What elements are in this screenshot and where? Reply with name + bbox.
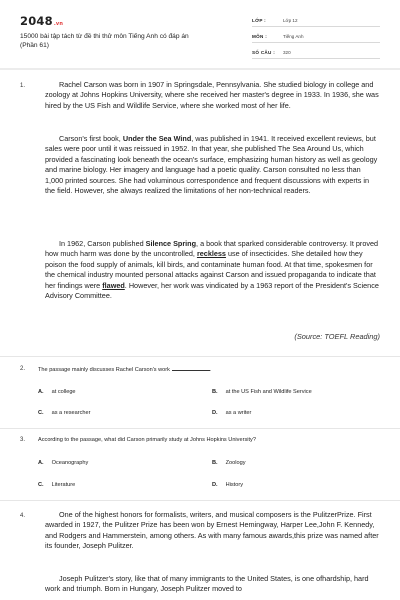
question-number: 4. <box>20 513 26 519</box>
site-logo[interactable]: 2048.vn <box>20 14 64 28</box>
meta-subject: MÔN : Tiếng Anh <box>252 30 380 43</box>
question-stem: The passage mainly discusses Rachel Carson's work . <box>38 367 212 373</box>
underlined-word-flawed: flawed <box>102 280 125 290</box>
question-number: 3. <box>20 437 26 443</box>
option-c[interactable]: C. Literature <box>38 482 76 488</box>
underlined-word-reckless: reckless <box>196 249 226 259</box>
meta-question-count: SỐ CÂU : 320 <box>252 46 380 59</box>
section-divider <box>0 500 400 501</box>
option-d[interactable]: D. as a writer <box>212 410 252 416</box>
passage-paragraph-1: Rachel Carson was born in 1907 in Springsdale, Pennsylvania. She studied biology in college and zoology at Johns Hopkins University, where she received her master's degree in 1933. In 1936, she was hired by the US Fish and Wildlife Service, where she worked most of her life. <box>45 80 379 110</box>
page-header <box>0 0 400 62</box>
passage-paragraph-3: In 1962, Carson published Silence Spring, a book that sparked considerable controversy. It proved how much harm was done by the uncontrolled, reckless use of insecticides. She detailed how they poison the food supply of animals, kill birds, and contaminate human food. At that time, spokesmen for the chemical industry mounted personal attacks against Carson and issued propaganda to indicate that her findings were flawed. However, her work was vindicated by a 1963 report of the President's Science Advisory Committee. <box>45 239 379 301</box>
meta-grade: LỚP : Lớp 12 <box>252 14 380 27</box>
option-c[interactable]: C. as a researcher <box>38 410 91 416</box>
book-title-under-the-sea-wind: Under the Sea Wind <box>122 134 192 143</box>
question-number: 2. <box>20 366 26 372</box>
header-divider <box>0 68 400 70</box>
book-title-silence-spring: Silence Spring <box>145 239 197 248</box>
answer-blank <box>172 365 210 371</box>
section-divider <box>0 428 400 429</box>
option-d[interactable]: D. History <box>212 482 243 488</box>
passage-paragraph-2: Joseph Pulitzer's story, like that of many immigrants to the United States, is one ofhardship, hard work and triumph. Born in Hungary, Joseph Pulitzer moved to <box>45 574 369 594</box>
document-title: 15000 bài tập tách từ đề thi thử môn Tiếng Anh có đáp án (Phần 61) <box>20 33 189 49</box>
option-a[interactable]: A. at college <box>38 389 76 395</box>
section-divider <box>0 356 400 357</box>
passage-source: (Source: TOEFL Reading) <box>294 332 380 341</box>
question-stem: According to the passage, what did Carson primarily study at Johns Hopkins University? <box>38 437 256 443</box>
passage-paragraph-2: Carson's first book, Under the Sea Wind, was published in 1941. It received excellent reviews, but sales were poor until it was reissued in 1952. In that year, she published The Sea Around Us, which provided a fascinating look beneath the ocean's surface, emphasizing human history as well as geology and marine biology. Her imagery and language had a poetic quality. Carson consulted no less than 1,000 printed sources. She had voluminous correspondence and frequent discussions with experts in the field. However, she always realized the limitations of her non-technical readers. <box>45 134 378 196</box>
question-number: 1. <box>20 83 26 89</box>
document-meta <box>252 14 380 62</box>
option-b[interactable]: B. at the US Fish and Wildlife Service <box>212 389 312 395</box>
option-b[interactable]: B. Zoology <box>212 460 246 466</box>
option-a[interactable]: A. Oceanography <box>38 460 89 466</box>
passage-paragraph-1: One of the highest honors for formalists, writers, and musical composers is the PulitzerPrize. First awarded in 1927, the Pulitzer Prize has been won by Ernest Hemingway, Harper Lee,John F. Kennedy, and Rodgers and Hammerstein, among others. As with many famous awards,this prize was named after its founder, Joseph Pulitzer. <box>45 510 379 551</box>
